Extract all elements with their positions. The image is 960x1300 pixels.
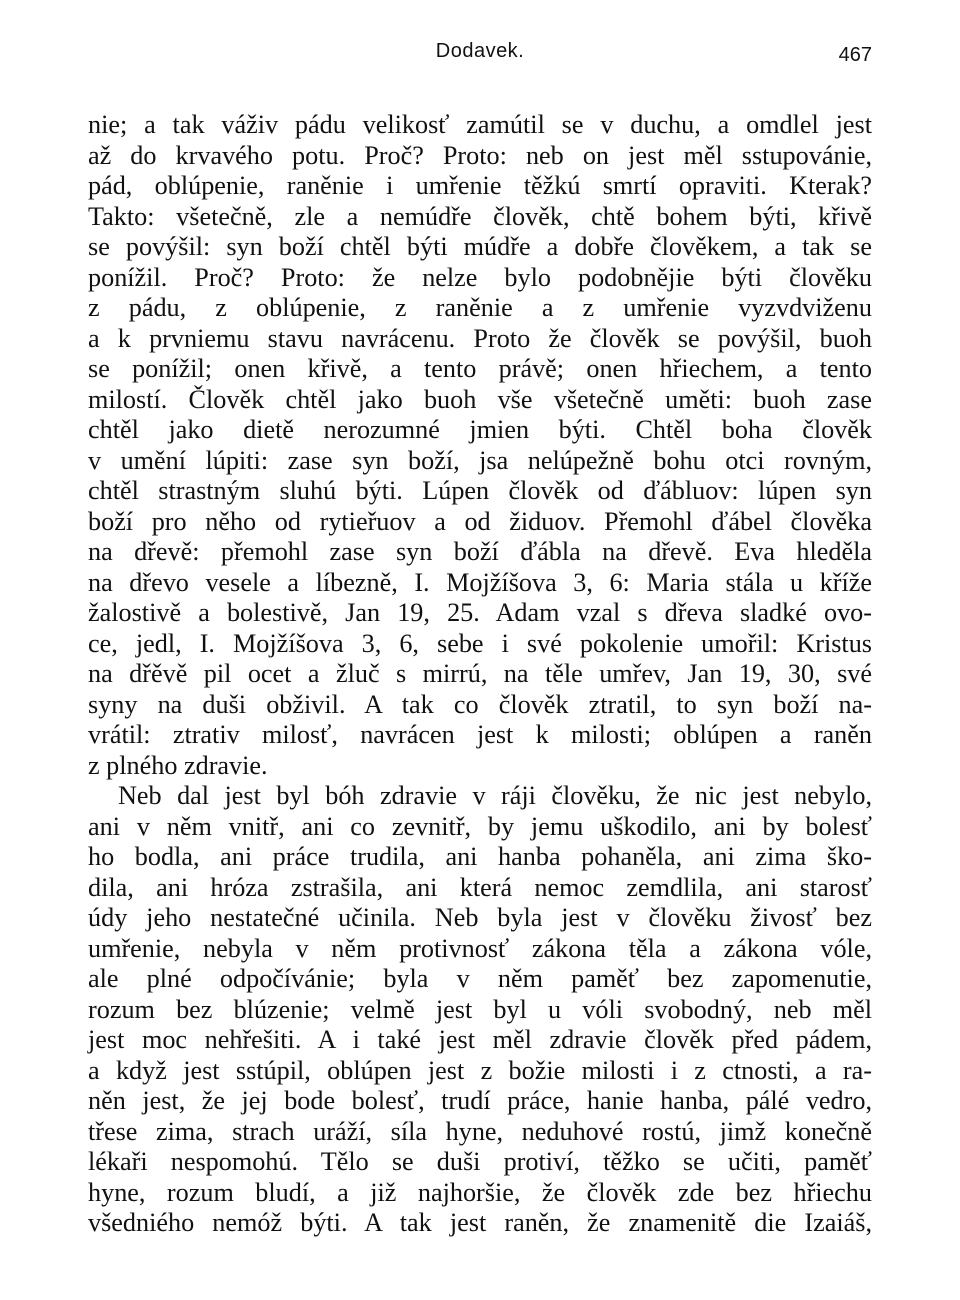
text-line: syny na duši obživil. A tak co člověk ztratil, to syn boží na-	[88, 689, 872, 719]
text-line: na dřevě: přemohl zase syn boží ďábla na dřevě. Eva hleděla	[88, 537, 872, 566]
paragraph	[88, 781, 872, 1239]
text-line: ce, jedl, I. Mojžíšova 3, 6, sebe i své pokolenie umořil: Kristus	[88, 628, 872, 658]
text-line: jest moc nehřešiti. A i také jest měl zdravie člověk před pádem,	[88, 1025, 872, 1054]
paragraph	[88, 110, 872, 781]
text-line: na dřevo vesele a líbezně, I. Mojžíšova 3, 6: Maria stála u kříže	[88, 567, 872, 597]
text-line: Takto: všetečně, zle a nemúdře člověk, chtě bohem býti, křivě	[88, 201, 872, 231]
text-line: ale plné odpočívánie; byla v něm paměť bez zapomenutie,	[88, 964, 872, 993]
text-line: vrátil: ztrativ milosť, navrácen jest k milosti; oblúpen a raněn	[88, 720, 872, 749]
text-line: až do krvavého potu. Proč? Proto: neb on jest měl sstupovánie,	[88, 140, 872, 170]
text-line: všedniého nemóž býti. A tak jest raněn, že znamenitě die Izaiáš,	[88, 1208, 872, 1237]
text-line: z pádu, z oblúpenie, z raněnie a z umřenie vyzvdviženu	[88, 293, 872, 322]
text-line: třese zima, strach uráží, síla hyne, neduhové rostú, jimž konečně	[88, 1116, 872, 1146]
text-line: ani v něm vnitř, ani co zevnitř, by jemu uškodilo, ani by bolesť	[88, 811, 872, 841]
text-line: umřenie, nebyla v něm protivnosť zákona těla a zákona vóle,	[88, 933, 872, 963]
text-line: v umění lúpiti: zase syn boží, jsa nelúpežně bohu otci rovným,	[88, 445, 872, 475]
text-line: chtěl jako dietě nerozumné jmien býti. Chtěl boha člověk	[88, 415, 872, 444]
text-line: žalostivě a bolestivě, Jan 19, 25. Adam vzal s dřeva sladké ovo-	[88, 598, 872, 627]
text-line: a k prvniemu stavu navrácenu. Proto že člověk se povýšil, buoh	[88, 323, 872, 353]
text-line: hyne, rozum bludí, a již najhoršie, že člověk zde bez hřiechu	[88, 1177, 872, 1207]
page-number: 467	[838, 44, 872, 66]
text-line: pád, oblúpenie, raněnie i umřenie těžkú smrtí opraviti. Kterak?	[88, 171, 872, 200]
text-line: na dřěvě pil ocet a žluč s mirrú, na těle umřev, Jan 19, 30, své	[88, 659, 872, 688]
text-line: rozum bez blúzenie; velmě jest byl u vóli svobodný, neb měl	[88, 994, 872, 1024]
text-line: ponížil. Proč? Proto: že nelze bylo podobnějie býti člověku	[88, 262, 872, 292]
text-line: nie; a tak váživ pádu velikosť zamútil se v duchu, a omdlel jest	[88, 110, 872, 139]
text-line: něn jest, že jej bode bolesť, trudí práce, hanie hanba, pálé vedro,	[88, 1086, 872, 1115]
text-line: boží pro něho od rytieřuov a od židuov. Přemohl ďábel člověka	[88, 506, 872, 536]
running-head	[88, 40, 872, 80]
text-line: dila, ani hróza zstrašila, ani která nemoc zemdlila, ani starosť	[88, 872, 872, 902]
body-text	[88, 110, 872, 1239]
book-page	[88, 40, 872, 1239]
text-line: ho bodla, ani práce trudila, ani hanba pohaněla, ani zima ško-	[88, 842, 872, 871]
running-title: Dodavek.	[435, 40, 525, 62]
text-line: chtěl strastným sluhú býti. Lúpen člověk od ďábluov: lúpen syn	[88, 476, 872, 505]
text-line: se ponížil; onen křivě, a tento právě; onen hřiechem, a tento	[88, 354, 872, 383]
text-line: se povýšil: syn boží chtěl býti múdře a dobře člověkem, a tak se	[88, 232, 872, 261]
text-line: lékaři nespomohú. Tělo se duši protiví, těžko se učiti, paměť	[88, 1147, 872, 1176]
text-line: a když jest sstúpil, oblúpen jest z božie milosti i z ctnosti, a ra-	[88, 1055, 872, 1085]
text-line: Neb dal jest byl bóh zdravie v ráji člověku, že nic jest nebylo,	[118, 781, 872, 810]
text-line: z plného zdravie.	[88, 750, 268, 780]
text-line: milostí. Člověk chtěl jako buoh vše všetečně uměti: buoh zase	[88, 384, 872, 414]
text-line: údy jeho nestatečné učinila. Neb byla jest v člověku živosť bez	[88, 903, 872, 932]
